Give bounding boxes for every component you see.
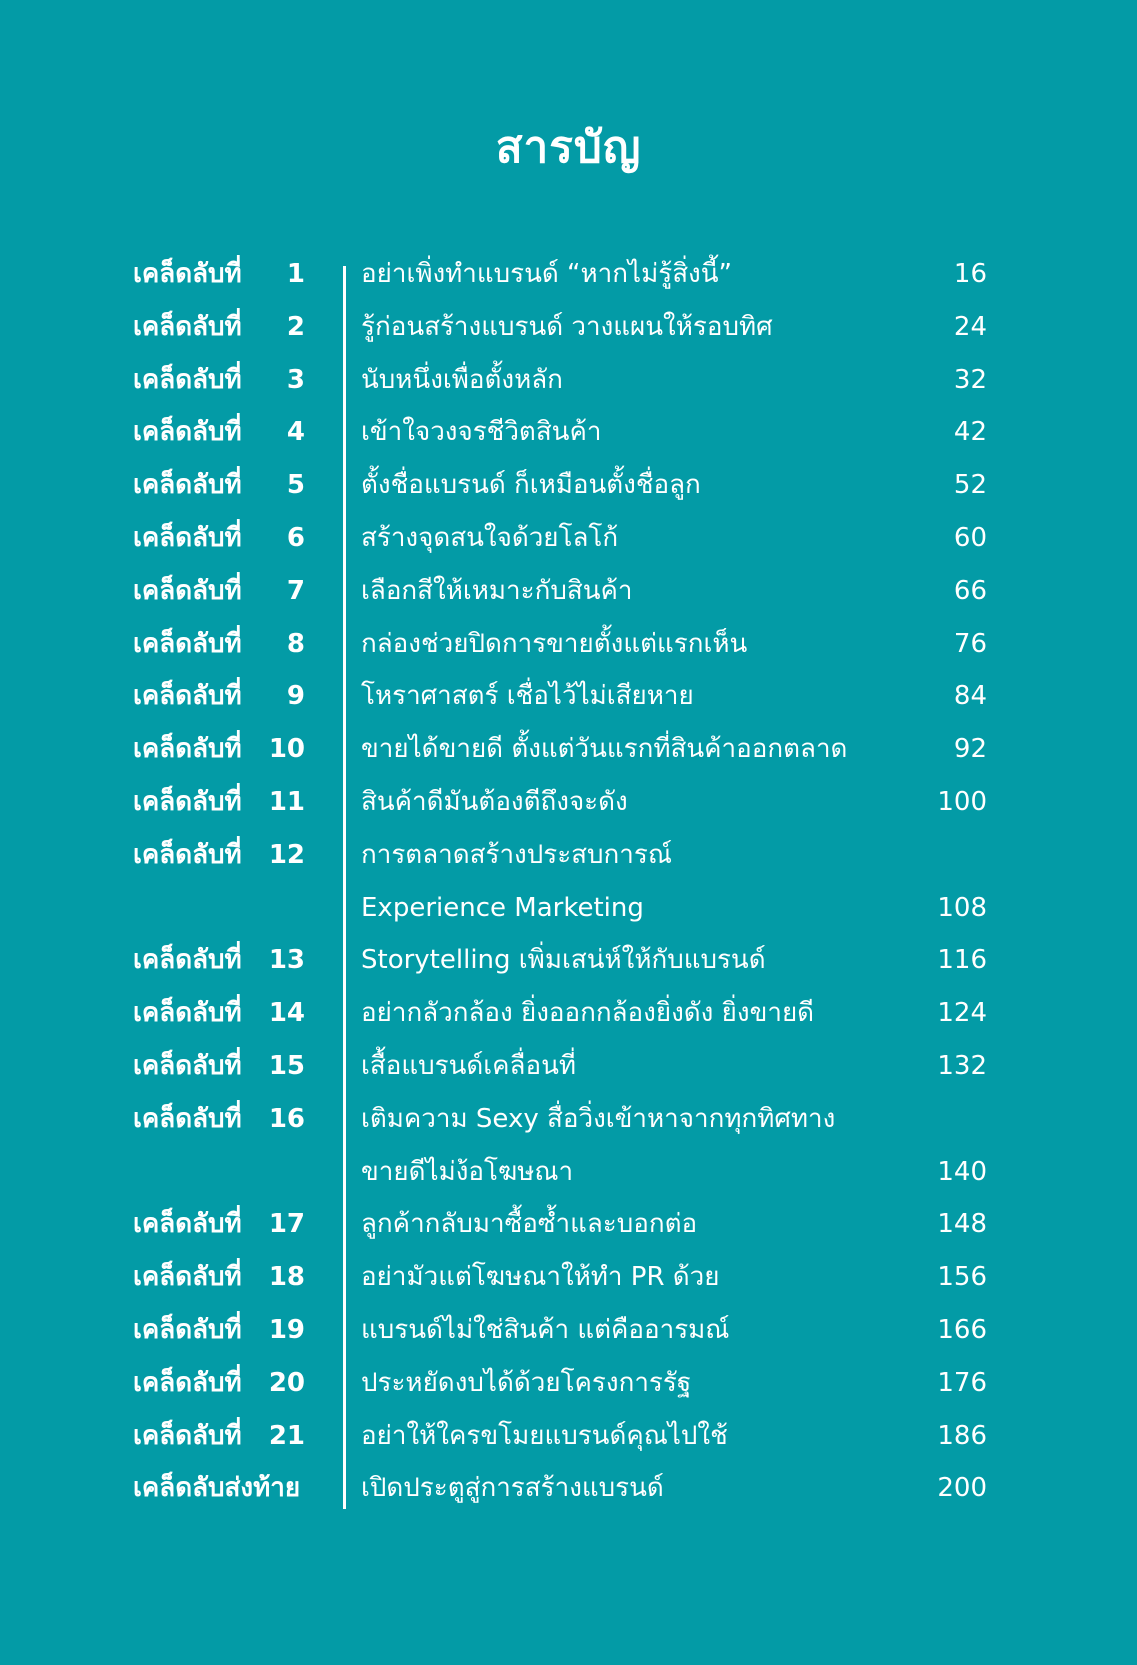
toc-row: [0, 1146, 1137, 1199]
chapter-label: [133, 731, 333, 767]
chapter-number: 13: [268, 945, 305, 976]
chapter-title: อย่าเพิ่งทำแบรนด์ “หากไม่รู้สิ่งนี้”: [361, 259, 732, 289]
page-number: 100: [937, 786, 987, 817]
page-number: 148: [937, 1209, 987, 1240]
chapter-label: [133, 1259, 333, 1295]
toc-row: [0, 829, 1137, 882]
chapter-title: เสื้อแบรนด์เคลื่อนที่: [361, 1050, 576, 1081]
chapter-label: [133, 256, 333, 292]
toc-row: [0, 512, 1137, 565]
toc-row: [0, 1410, 1137, 1463]
chapter-prefix: เคล็ดลับที่: [133, 1103, 242, 1134]
page-number: 52: [953, 470, 987, 501]
chapter-number: 1: [286, 259, 305, 289]
toc-row: [0, 618, 1137, 671]
page-number: 92: [953, 734, 987, 765]
page-number: 116: [937, 945, 987, 976]
chapter-prefix: เคล็ดลับที่: [133, 1314, 242, 1345]
chapter-title: โหราศาสตร์ เชื่อไว้ไม่เสียหาย: [361, 681, 694, 712]
chapter-prefix: เคล็ดลับที่: [133, 839, 242, 870]
chapter-number: 14: [268, 998, 305, 1029]
chapter-label: [133, 414, 333, 450]
toc-row: [0, 1357, 1137, 1410]
chapter-prefix: เคล็ดลับที่: [133, 1209, 242, 1240]
chapter-prefix: เคล็ดลับที่: [133, 470, 242, 501]
chapter-label: [133, 309, 333, 345]
chapter-label: [133, 467, 333, 503]
toc-row: [0, 301, 1137, 354]
chapter-title: Experience Marketing: [361, 892, 644, 923]
chapter-title: ขายได้ขายดี ตั้งแต่วันแรกที่สินค้าออกตลาด: [361, 734, 848, 765]
chapter-title: ตั้งชื่อแบรนด์ ก็เหมือนตั้งชื่อลูก: [361, 470, 701, 501]
chapter-prefix: เคล็ดลับที่: [133, 628, 242, 659]
page-number: 176: [937, 1367, 987, 1398]
chapter-prefix: เคล็ดลับที่: [133, 259, 242, 289]
page-title: สารบัญ: [495, 122, 642, 173]
page-number: 60: [953, 522, 987, 553]
chapter-title: นับหนึ่งเพื่อตั้งหลัก: [361, 364, 563, 395]
chapter-number: 20: [268, 1367, 305, 1398]
toc-row: [0, 1040, 1137, 1093]
chapter-label: [133, 942, 333, 978]
chapter-label: [133, 1365, 333, 1401]
chapter-prefix: เคล็ดลับที่: [133, 945, 242, 976]
chapter-label: [133, 1206, 333, 1242]
chapter-number: 21: [268, 1420, 305, 1451]
chapter-prefix: เคล็ดลับที่: [133, 364, 242, 395]
chapter-label: [133, 1101, 333, 1137]
chapter-title: อย่ามัวแต่โฆษณาให้ทำ PR ด้วย: [361, 1262, 720, 1293]
chapter-number: 19: [268, 1314, 305, 1345]
toc-row: [0, 354, 1137, 407]
chapter-label: [133, 520, 333, 556]
toc-row: [0, 1093, 1137, 1146]
chapter-title: Storytelling เพิ่มเสน่ห์ให้กับแบรนด์: [361, 945, 766, 976]
chapter-number: 4: [286, 417, 305, 448]
page-number: 124: [937, 998, 987, 1029]
chapter-prefix: เคล็ดลับที่: [133, 1420, 242, 1451]
chapter-label: [133, 678, 333, 714]
page-number: 108: [937, 892, 987, 923]
chapter-prefix: เคล็ดลับที่: [133, 734, 242, 765]
chapter-number: 6: [286, 522, 305, 553]
chapter-label: [133, 1154, 333, 1190]
page-number: 66: [953, 575, 987, 606]
chapter-title: เลือกสีให้เหมาะกับสินค้า: [361, 575, 633, 606]
chapter-title: สินค้าดีมันต้องตีถึงจะดัง: [361, 786, 628, 817]
chapter-prefix: เคล็ดลับที่: [133, 1050, 242, 1081]
toc-row: [0, 934, 1137, 987]
chapter-label: [133, 890, 333, 926]
chapter-title: ขายดีไม่ง้อโฆษณา: [361, 1156, 574, 1187]
chapter-label: [133, 784, 333, 820]
chapter-prefix: เคล็ดลับที่: [133, 575, 242, 606]
chapter-title: สร้างจุดสนใจด้วยโลโก้: [361, 522, 619, 553]
chapter-label: [133, 1048, 333, 1084]
toc-row: [0, 1251, 1137, 1304]
chapter-number: 7: [286, 575, 305, 606]
toc-row: [0, 406, 1137, 459]
toc-row: [0, 776, 1137, 829]
page-number: 200: [937, 1473, 987, 1504]
chapter-title: อย่าให้ใครขโมยแบรนด์คุณไปใช้: [361, 1420, 728, 1451]
chapter-prefix: เคล็ดลับที่: [133, 1262, 242, 1293]
page-number: 132: [937, 1050, 987, 1081]
chapter-prefix: เคล็ดลับที่: [133, 786, 242, 817]
chapter-prefix: เคล็ดลับส่งท้าย: [133, 1473, 301, 1504]
chapter-label: [133, 1312, 333, 1348]
chapter-title: การตลาดสร้างประสบการณ์: [361, 839, 672, 870]
page-number: 16: [953, 259, 987, 289]
chapter-number: 16: [268, 1103, 305, 1134]
chapter-title: กล่องช่วยปิดการขายตั้งแต่แรกเห็น: [361, 628, 748, 659]
chapter-title: เติมความ Sexy สื่อวิ่งเข้าหาจากทุกทิศทาง: [361, 1103, 836, 1134]
chapter-number: 8: [286, 628, 305, 659]
toc-row: [0, 670, 1137, 723]
toc-row: [0, 723, 1137, 776]
chapter-prefix: เคล็ดลับที่: [133, 1367, 242, 1398]
chapter-number: 18: [268, 1262, 305, 1293]
chapter-label: [133, 1418, 333, 1454]
chapter-label: [133, 362, 333, 398]
page-number: 186: [937, 1420, 987, 1451]
page-number: 84: [953, 681, 987, 712]
chapter-prefix: เคล็ดลับที่: [133, 522, 242, 553]
toc-row: [0, 1198, 1137, 1251]
page-number: 76: [953, 628, 987, 659]
chapter-number: 9: [286, 681, 305, 712]
toc-row: [0, 248, 1137, 301]
chapter-label: [133, 626, 333, 662]
chapter-number: 17: [268, 1209, 305, 1240]
chapter-label: [133, 995, 333, 1031]
toc-row: [0, 987, 1137, 1040]
chapter-label: [133, 1470, 333, 1506]
page-number: 42: [953, 417, 987, 448]
chapter-number: 3: [286, 364, 305, 395]
chapter-prefix: เคล็ดลับที่: [133, 311, 242, 342]
toc-row: [0, 565, 1137, 618]
chapter-number: 5: [286, 470, 305, 501]
toc-row: [0, 459, 1137, 512]
toc-row: [0, 1304, 1137, 1357]
chapter-number: 11: [268, 786, 305, 817]
chapter-title: อย่ากลัวกล้อง ยิ่งออกกล้องยิ่งดัง ยิ่งขายดี: [361, 998, 815, 1029]
page-number: 24: [953, 311, 987, 342]
chapter-prefix: เคล็ดลับที่: [133, 681, 242, 712]
chapter-number: 15: [268, 1050, 305, 1081]
chapter-number: 10: [268, 734, 305, 765]
chapter-label: [133, 837, 333, 873]
chapter-title: เข้าใจวงจรชีวิตสินค้า: [361, 417, 602, 448]
page-number: 166: [937, 1314, 987, 1345]
chapter-number: 12: [268, 839, 305, 870]
chapter-title: ประหยัดงบได้ด้วยโครงการรัฐ: [361, 1367, 692, 1398]
chapter-title: รู้ก่อนสร้างแบรนด์ วางแผนให้รอบทิศ: [361, 311, 773, 342]
chapter-title: เปิดประตูสู่การสร้างแบรนด์: [361, 1473, 664, 1504]
chapter-prefix: เคล็ดลับที่: [133, 998, 242, 1029]
toc-list: [0, 248, 1137, 1515]
page-number: 140: [937, 1156, 987, 1187]
toc-row: [0, 882, 1137, 935]
chapter-prefix: เคล็ดลับที่: [133, 417, 242, 448]
chapter-title: แบรนด์ไม่ใช่สินค้า แต่คืออารมณ์: [361, 1314, 730, 1345]
toc-row: [0, 1462, 1137, 1515]
page-number: 32: [953, 364, 987, 395]
page-number: 156: [937, 1262, 987, 1293]
chapter-title: ลูกค้ากลับมาซื้อซ้ำและบอกต่อ: [361, 1209, 698, 1240]
chapter-label: [133, 573, 333, 609]
chapter-number: 2: [286, 311, 305, 342]
